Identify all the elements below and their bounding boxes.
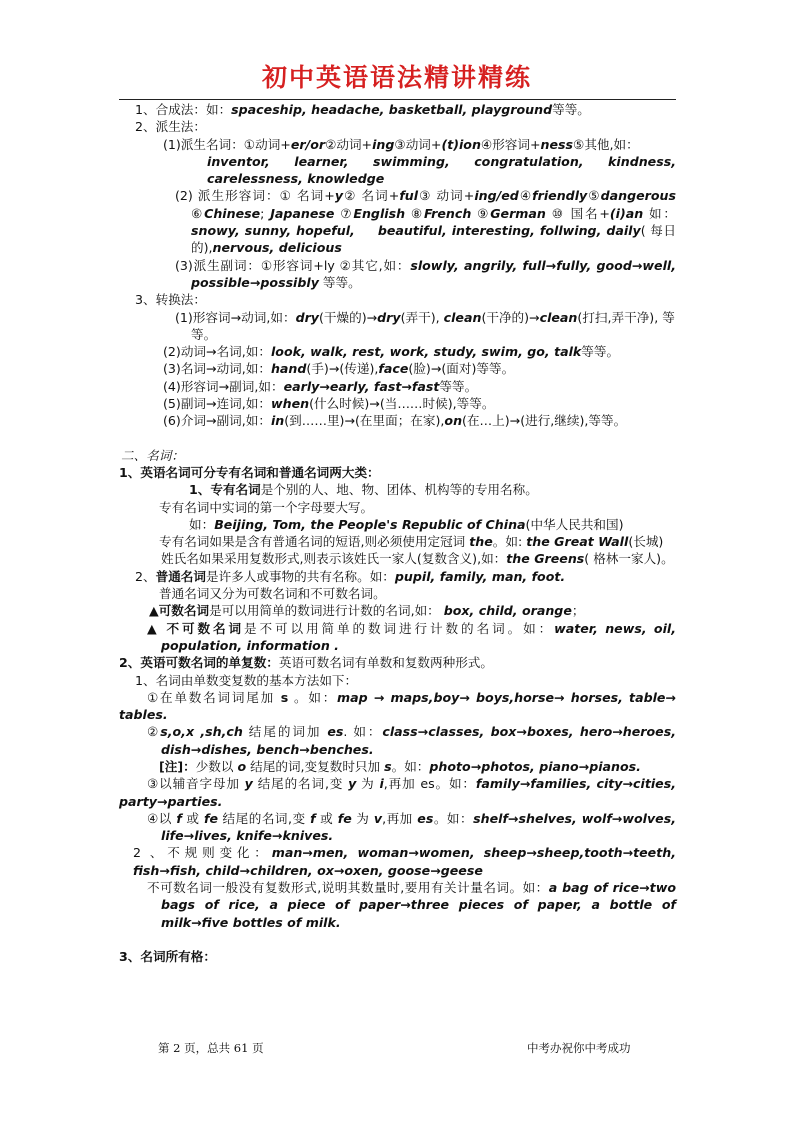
paragraph: 1、合成法：如：spaceship, headache, basketball, playground等等。 xyxy=(135,102,590,117)
paragraph: 2、英语可数名词的单复数：英语可数名词有单数和复数两种形式。 xyxy=(119,655,493,671)
paragraph: ④以 f 或 fe 结尾的名词,变 f 或 fe 为 v,再加 es。如：shelf→shelves, wolf→wolves, life→lives, knife→knives. xyxy=(147,810,676,844)
paragraph: 如：Beijing, Tom, the People's Republic of China(中华人民共和国) xyxy=(189,516,624,532)
paragraph: 1、名词由单数变复数的基本方法如下： xyxy=(135,672,358,688)
paragraph: (3)派生副词：①形容词+ly ②其它,如：slowly, angrily, full→fully, good→well, possible→possibly 等等。 xyxy=(175,257,676,290)
spacer xyxy=(119,931,676,948)
page-number: 第 2 页，总共 61 页 xyxy=(158,1041,264,1055)
paragraph: (2)动词→名词,如：look, walk, rest, work, study, swim, go, talk等等。 xyxy=(163,344,620,360)
paragraph: ③以辅音字母加 y 结尾的名词,变 y 为 i,再加 es。如：family→families, city→cities, party→parties. xyxy=(119,776,676,809)
paragraph: (3)名词→动词,如：hand(手)→(传递),face(脸)→(面对)等等。 xyxy=(163,361,515,377)
paragraph: (4)形容词→副词,如：early→early, fast→fast等等。 xyxy=(163,378,478,394)
document-body xyxy=(119,101,676,965)
paragraph: 2、派生法： xyxy=(135,119,206,135)
paragraph: (1)派生名词：①动词+er/or②动词+ing③动词+(t)ion④形容词+ness⑤其他,如： xyxy=(163,136,639,152)
paragraph: ②s,o,x ,sh,ch 结尾的词加 es. 如：class→classes, box→boxes, hero→heroes, dish→dishes, bench→benches. xyxy=(147,724,676,757)
paragraph: 1、英语名词可分专有名词和普通名词两大类： xyxy=(119,464,380,480)
document-title: 初中英语语法精讲精练 xyxy=(261,63,532,92)
footer-motto: 中考办祝你中考成功 xyxy=(527,1041,631,1055)
paragraph: 2 、不规则变化：man→men, woman→women, sheep→sheep,tooth→teeth, fish→fish, child→children, ox→oxen, goose→geese xyxy=(133,845,676,878)
paragraph: ①在单数名词词尾加 s 。如：map → maps,boy→ boys,horse→ horses, table→ tables. xyxy=(119,689,676,723)
paragraph: 1、专有名词是个别的人、地、物、团体、机构等的专用名称。 xyxy=(189,482,538,498)
paragraph: 普通名词又分为可数名词和不可数名词。 xyxy=(159,586,386,602)
paragraph: 不可数名词一般没有复数形式,说明其数量时,要用有关计量名词。如：a bag of rice→two bags of rice, a piece of paper→three pieces of paper, a bottle of milk→five bottles of milk. xyxy=(147,880,676,930)
section-heading: 二、名词： xyxy=(121,447,184,463)
paragraph: (1)形容词→动词,如：dry(干燥的)→dry(弄干), clean(干净的)→clean(打扫,弄干净), 等等。 xyxy=(175,309,675,342)
paragraph: inventor, learner, swimming, congratulation, kindness, carelessness, knowledge xyxy=(207,153,676,187)
paragraph: (6)介词→副词,如：in(到……里)→(在里面；在家),on(在…上)→(进行,继续),等等。 xyxy=(163,413,627,429)
paragraph: (2) 派生形容词：① 名词+y② 名词+ful③ 动词+ing/ed④friendly⑤dangerous ⑥Chinese; Japanese ⑦English ⑧French ⑨German ⑩ 国名+(i)an 如： snowy, sunny, hopeful, beautiful, interesting, follwing, daily( 每日的),nervous, delicious xyxy=(175,188,676,256)
paragraph: 专有名词如果是含有普通名词的短语,则必须使用定冠词 the。如: the Great Wall(长城) xyxy=(159,534,664,550)
paragraph: 3、名词所有格： xyxy=(119,948,216,964)
paragraph: 3、转换法： xyxy=(135,292,206,308)
paragraph: (5)副词→连词,如：when(什么时候)→(当……时候),等等。 xyxy=(163,396,495,412)
paragraph: 专有名词中实词的第一个字母要大写。 xyxy=(159,499,374,515)
paragraph: 姓氏名如果采用复数形式,则表示该姓氏一家人(复数含义),如：the Greens( 格林一家人)。 xyxy=(161,551,674,567)
header-rule xyxy=(119,99,676,100)
paragraph: ▲ 不可数名词是不可以用简单的数词进行计数的名词。如：water, news, oil, population, information . xyxy=(147,620,676,653)
paragraph: 2、普通名词是许多人或事物的共有名称。如：pupil, family, man, foot. xyxy=(135,568,566,584)
paragraph: [注]：少数以 o 结尾的词,变复数时只加 s。如：photo→photos, piano→pianos. xyxy=(159,758,641,774)
paragraph: ▲可数名词是可以用简单的数词进行计数的名词,如： box, child, orange； xyxy=(149,603,585,619)
